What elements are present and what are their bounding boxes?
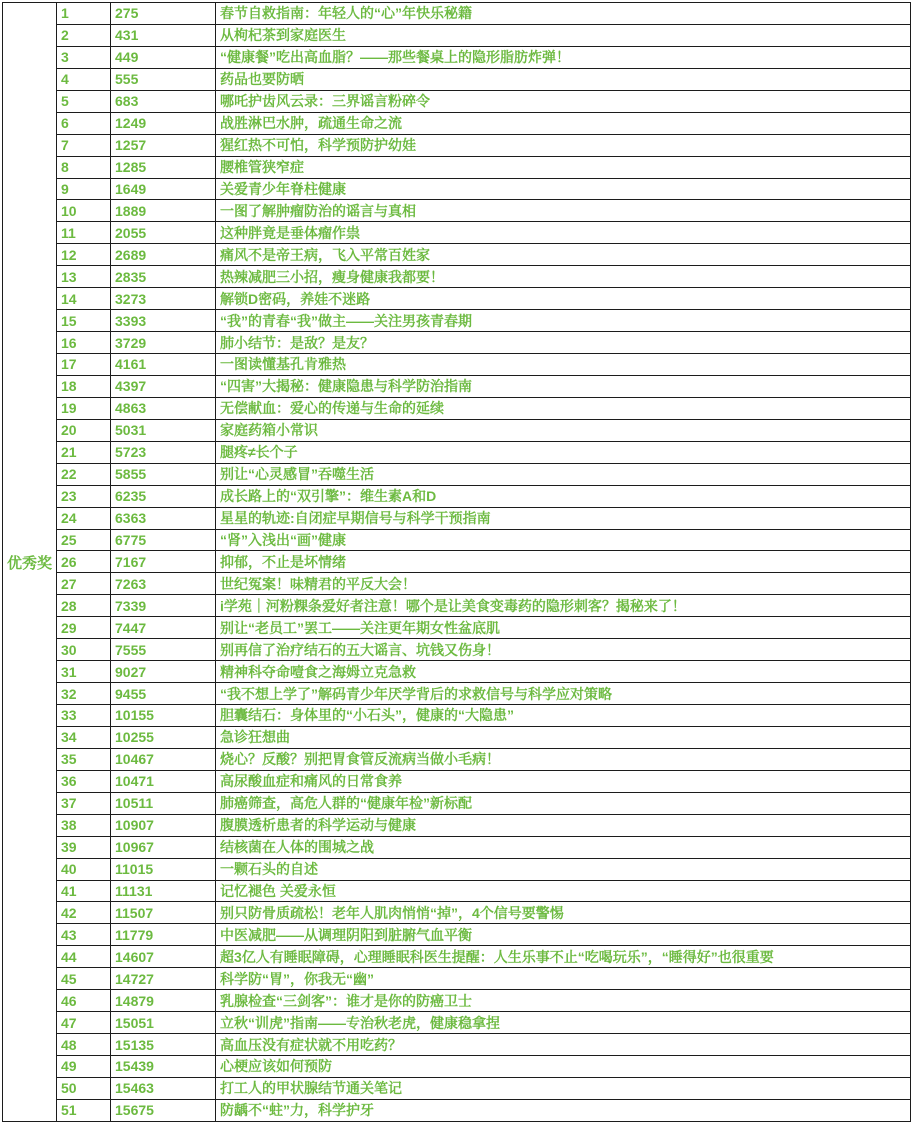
- rank-cell[interactable]: 30: [57, 639, 111, 660]
- table-row: [57, 266, 910, 288]
- rank-cell[interactable]: 17: [57, 354, 111, 375]
- count-cell[interactable]: 683: [111, 91, 216, 112]
- table-row: [57, 464, 910, 486]
- rank-cell[interactable]: 12: [57, 244, 111, 265]
- count-cell[interactable]: 10255: [111, 727, 216, 748]
- rank-cell[interactable]: 31: [57, 661, 111, 682]
- table-row: [57, 486, 910, 508]
- title-cell[interactable]: 高尿酸血症和痛风的日常食养: [220, 773, 402, 790]
- title-cell[interactable]: 一图了解肿瘤防治的谣言与真相: [220, 202, 416, 219]
- table-row: [57, 661, 910, 683]
- rank-cell[interactable]: 26: [57, 551, 111, 572]
- title-cell[interactable]: 战胜淋巴水肿，疏通生命之流: [220, 115, 402, 132]
- rank-cell[interactable]: 35: [57, 749, 111, 770]
- rank-cell[interactable]: 9: [57, 179, 111, 200]
- title-cell[interactable]: 药品也要防晒: [220, 71, 304, 88]
- table-row: [57, 990, 910, 1012]
- count-cell[interactable]: 275: [111, 3, 216, 24]
- rank-cell[interactable]: 44: [57, 946, 111, 967]
- title-cell[interactable]: 这种胖竟是垂体瘤作祟: [220, 224, 360, 241]
- rank-cell[interactable]: 39: [57, 837, 111, 858]
- table-row: [57, 420, 910, 442]
- count-cell[interactable]: 15463: [111, 1078, 216, 1099]
- title-cell[interactable]: 肺癌筛查，高危人群的“健康年检”新标配: [220, 795, 472, 812]
- count-cell[interactable]: 4863: [111, 398, 216, 419]
- title-cell[interactable]: 解锁D密码，养娃不迷路: [220, 290, 371, 307]
- title-cell[interactable]: 无偿献血：爱心的传递与生命的延续: [220, 400, 444, 417]
- title-cell[interactable]: 从枸杞茶到家庭医生: [220, 27, 346, 44]
- title-cell[interactable]: 星星的轨迹:自闭症早期信号与科学干预指南: [220, 510, 491, 527]
- count-cell[interactable]: 431: [111, 25, 216, 46]
- table-row: [57, 881, 910, 903]
- title-cell[interactable]: “肾”入浅出“画”健康: [220, 531, 346, 548]
- title-cell[interactable]: 打工人的甲状腺结节通关笔记: [220, 1080, 402, 1097]
- count-cell[interactable]: 11015: [111, 859, 216, 880]
- count-cell[interactable]: 1249: [111, 113, 216, 134]
- title-cell[interactable]: 世纪冤案！味精君的平反大会！: [220, 575, 416, 592]
- rank-cell[interactable]: 51: [57, 1100, 111, 1121]
- rank-cell[interactable]: 3: [57, 47, 111, 68]
- title-cell[interactable]: 烧心？反酸？别把胃食管反流病当做小毛病！: [220, 751, 500, 768]
- count-cell[interactable]: 10155: [111, 705, 216, 726]
- rank-cell[interactable]: 14: [57, 288, 111, 309]
- table-rows: [57, 3, 910, 1121]
- title-cell[interactable]: 别让“心灵感冒”吞噬生活: [220, 466, 374, 483]
- table-row: [57, 376, 910, 398]
- rank-cell[interactable]: 48: [57, 1034, 111, 1055]
- rank-cell[interactable]: 32: [57, 683, 111, 704]
- table-row: [57, 924, 910, 946]
- table-row: [57, 222, 910, 244]
- title-cell[interactable]: 热辣减肥三小招，瘦身健康我都要！: [220, 268, 444, 285]
- rank-cell[interactable]: 13: [57, 266, 111, 287]
- title-cell[interactable]: 别再信了治疗结石的五大谣言、坑钱又伤身！: [220, 641, 500, 658]
- rank-cell[interactable]: 4: [57, 69, 111, 90]
- title-cell[interactable]: 猩红热不可怕，科学预防护幼娃: [220, 137, 416, 154]
- table-row: [57, 157, 910, 179]
- count-cell[interactable]: 7555: [111, 639, 216, 660]
- title-cell[interactable]: 急诊狂想曲: [220, 729, 290, 746]
- count-cell[interactable]: 3393: [111, 310, 216, 331]
- rank-cell[interactable]: 25: [57, 530, 111, 551]
- table-row: [57, 815, 910, 837]
- count-cell[interactable]: 10907: [111, 815, 216, 836]
- table-row: [57, 683, 910, 705]
- rank-cell[interactable]: 19: [57, 398, 111, 419]
- title-cell[interactable]: 一图读懂基孔肯雅热: [220, 356, 346, 373]
- title-cell[interactable]: 结核菌在人体的围城之战: [220, 839, 374, 856]
- table-row: [57, 595, 910, 617]
- title-cell[interactable]: 哪吒护齿风云录：三界谣言粉碎令: [220, 93, 430, 110]
- rank-cell[interactable]: 42: [57, 902, 111, 923]
- count-cell[interactable]: 1889: [111, 200, 216, 221]
- count-cell[interactable]: 7167: [111, 551, 216, 572]
- count-cell[interactable]: 2835: [111, 266, 216, 287]
- count-cell[interactable]: 10467: [111, 749, 216, 770]
- table-row: [57, 705, 910, 727]
- title-cell[interactable]: 一颗石头的自述: [220, 861, 318, 878]
- title-cell[interactable]: 春节自救指南：年轻人的“心”年快乐秘籍: [220, 5, 472, 22]
- rank-cell[interactable]: 5: [57, 91, 111, 112]
- rank-cell[interactable]: 36: [57, 771, 111, 792]
- title-cell[interactable]: 肺小结节：是敌？是友？: [220, 334, 374, 351]
- table-row: [57, 200, 910, 222]
- title-cell[interactable]: i学苑｜河粉粿条爱好者注意！哪个是让美食变毒药的隐形刺客？揭秘来了！: [220, 597, 686, 614]
- title-cell[interactable]: 腹膜透析患者的科学运动与健康: [220, 817, 416, 834]
- rank-cell[interactable]: 24: [57, 508, 111, 529]
- table-row: [57, 946, 910, 968]
- count-cell[interactable]: 9027: [111, 661, 216, 682]
- count-cell[interactable]: 3273: [111, 288, 216, 309]
- table-row: [57, 902, 910, 924]
- rank-cell[interactable]: 20: [57, 420, 111, 441]
- table-row: [57, 837, 910, 859]
- title-cell[interactable]: 精神科夺命噎食之海姆立克急救: [220, 663, 416, 680]
- table-row: [57, 354, 910, 376]
- count-cell[interactable]: 6363: [111, 508, 216, 529]
- count-cell[interactable]: 7447: [111, 617, 216, 638]
- table-row: [57, 859, 910, 881]
- count-cell[interactable]: 2689: [111, 244, 216, 265]
- rank-cell[interactable]: 50: [57, 1078, 111, 1099]
- count-cell[interactable]: 5855: [111, 464, 216, 485]
- title-cell[interactable]: 腿疼≠长个子: [220, 444, 298, 461]
- count-cell[interactable]: 6775: [111, 530, 216, 551]
- rank-cell[interactable]: 40: [57, 859, 111, 880]
- rank-cell[interactable]: 33: [57, 705, 111, 726]
- table-row: [57, 25, 910, 47]
- table-row: [57, 1100, 910, 1121]
- title-cell[interactable]: “我不想上学了”解码青少年厌学背后的求救信号与科学应对策略: [220, 685, 612, 702]
- rank-cell[interactable]: 34: [57, 727, 111, 748]
- count-cell[interactable]: 14727: [111, 968, 216, 989]
- title-cell[interactable]: 中医减肥——从调理阴阳到脏腑气血平衡: [220, 926, 472, 943]
- count-cell[interactable]: 555: [111, 69, 216, 90]
- count-cell[interactable]: 449: [111, 47, 216, 68]
- rank-cell[interactable]: 2: [57, 25, 111, 46]
- title-cell[interactable]: 超3亿人有睡眠障碍，心理睡眠科医生提醒：人生乐事不止“吃喝玩乐”，“睡得好”也很重要: [220, 948, 774, 965]
- table-row: [57, 135, 910, 157]
- table-row: [57, 749, 910, 771]
- table-row: [57, 179, 910, 201]
- rank-cell[interactable]: 10: [57, 200, 111, 221]
- table-row: [57, 244, 910, 266]
- rank-cell[interactable]: 28: [57, 595, 111, 616]
- title-cell[interactable]: 乳腺检查“三剑客”：谁才是你的防癌卫士: [220, 992, 472, 1009]
- count-cell[interactable]: 7339: [111, 595, 216, 616]
- table-row: [57, 442, 910, 464]
- table-row: [57, 3, 910, 25]
- count-cell[interactable]: 14607: [111, 946, 216, 967]
- count-cell[interactable]: 14879: [111, 990, 216, 1011]
- table-row: [57, 639, 910, 661]
- rank-cell[interactable]: 29: [57, 617, 111, 638]
- rank-cell[interactable]: 1: [57, 3, 111, 24]
- table-row: [57, 1056, 910, 1078]
- count-cell[interactable]: 3729: [111, 332, 216, 353]
- rank-cell[interactable]: 22: [57, 464, 111, 485]
- table-row: [57, 1078, 910, 1100]
- rank-cell[interactable]: 27: [57, 573, 111, 594]
- title-cell[interactable]: 胆囊结石：身体里的“小石头”，健康的“大隐患”: [220, 707, 514, 724]
- title-cell[interactable]: 心梗应该如何预防: [220, 1058, 332, 1075]
- rank-cell[interactable]: 8: [57, 157, 111, 178]
- table-row: [57, 968, 910, 990]
- title-cell[interactable]: “健康餐”吃出高血脂？——那些餐桌上的隐形脂肪炸弹！: [220, 49, 570, 66]
- award-category-cell[interactable]: [3, 3, 57, 1121]
- count-cell[interactable]: 1649: [111, 179, 216, 200]
- rank-cell[interactable]: 15: [57, 310, 111, 331]
- rank-cell[interactable]: 37: [57, 793, 111, 814]
- count-cell[interactable]: 5031: [111, 420, 216, 441]
- title-cell[interactable]: 立秋“训虎”指南——专治秋老虎，健康稳拿捏: [220, 1014, 500, 1031]
- count-cell[interactable]: 10967: [111, 837, 216, 858]
- title-cell[interactable]: 抑郁，不止是坏情绪: [220, 553, 346, 570]
- title-cell[interactable]: 记忆褪色 关爱永恒: [220, 882, 336, 899]
- rank-cell[interactable]: 43: [57, 924, 111, 945]
- count-cell[interactable]: 15051: [111, 1012, 216, 1033]
- count-cell[interactable]: 10471: [111, 771, 216, 792]
- table-row: [57, 727, 910, 749]
- count-cell[interactable]: 10511: [111, 793, 216, 814]
- table-row: [57, 1034, 910, 1056]
- table-row: [57, 288, 910, 310]
- count-cell[interactable]: 1285: [111, 157, 216, 178]
- rank-cell[interactable]: 23: [57, 486, 111, 507]
- table-row: [57, 1012, 910, 1034]
- count-cell[interactable]: 11507: [111, 902, 216, 923]
- count-cell[interactable]: 5723: [111, 442, 216, 463]
- count-cell[interactable]: 15439: [111, 1056, 216, 1077]
- award-category-label: 优秀奖: [6, 554, 52, 572]
- title-cell[interactable]: 防龋不“蛀”力，科学护牙: [220, 1102, 374, 1119]
- table-row: [57, 310, 910, 332]
- count-cell[interactable]: 15675: [111, 1100, 216, 1121]
- count-cell[interactable]: 4161: [111, 354, 216, 375]
- table-row: [57, 617, 910, 639]
- count-cell[interactable]: 4397: [111, 376, 216, 397]
- count-cell[interactable]: 7263: [111, 573, 216, 594]
- title-cell[interactable]: 高血压没有症状就不用吃药？: [220, 1036, 402, 1053]
- rank-cell[interactable]: 18: [57, 376, 111, 397]
- title-cell[interactable]: 腰椎管狭窄症: [220, 159, 304, 176]
- title-cell[interactable]: “我”的青春“我”做主——关注男孩青春期: [220, 312, 472, 329]
- count-cell[interactable]: 6235: [111, 486, 216, 507]
- title-cell[interactable]: “四害”大揭秘：健康隐患与科学防治指南: [220, 378, 472, 395]
- rank-cell[interactable]: 16: [57, 332, 111, 353]
- rank-cell[interactable]: 47: [57, 1012, 111, 1033]
- table-row: [57, 793, 910, 815]
- table-row: [57, 91, 910, 113]
- count-cell[interactable]: 9455: [111, 683, 216, 704]
- table-row: [57, 332, 910, 354]
- table-row: [57, 113, 910, 135]
- title-cell[interactable]: 科学防“胃”，你我无“幽”: [220, 970, 374, 987]
- title-cell[interactable]: 成长路上的“双引擎”：维生素A和D: [220, 488, 437, 505]
- table-row: [57, 771, 910, 793]
- title-cell[interactable]: 痛风不是帝王病，飞入平常百姓家: [220, 246, 430, 263]
- count-cell[interactable]: 2055: [111, 222, 216, 243]
- table-row: [57, 530, 910, 552]
- table-row: [57, 508, 910, 530]
- count-cell[interactable]: 15135: [111, 1034, 216, 1055]
- title-cell[interactable]: 家庭药箱小常识: [220, 422, 318, 439]
- rank-cell[interactable]: 41: [57, 881, 111, 902]
- table-row: [57, 47, 910, 69]
- rank-cell[interactable]: 38: [57, 815, 111, 836]
- rank-cell[interactable]: 45: [57, 968, 111, 989]
- rank-cell[interactable]: 6: [57, 113, 111, 134]
- count-cell[interactable]: 11131: [111, 881, 216, 902]
- rank-cell[interactable]: 49: [57, 1056, 111, 1077]
- awards-table: [2, 2, 911, 1122]
- table-row: [57, 573, 910, 595]
- rank-cell[interactable]: 7: [57, 135, 111, 156]
- title-cell[interactable]: 关爱青少年脊柱健康: [220, 180, 346, 197]
- rank-cell[interactable]: 46: [57, 990, 111, 1011]
- table-row: [57, 551, 910, 573]
- rank-cell[interactable]: 11: [57, 222, 111, 243]
- count-cell[interactable]: 1257: [111, 135, 216, 156]
- title-cell[interactable]: 别让“老员工”罢工——关注更年期女性盆底肌: [220, 619, 500, 636]
- rank-cell[interactable]: 21: [57, 442, 111, 463]
- title-cell[interactable]: 别只防骨质疏松！老年人肌肉悄悄“掉”，4个信号要警惕: [220, 904, 564, 921]
- table-row: [57, 398, 910, 420]
- count-cell[interactable]: 11779: [111, 924, 216, 945]
- table-row: [57, 69, 910, 91]
